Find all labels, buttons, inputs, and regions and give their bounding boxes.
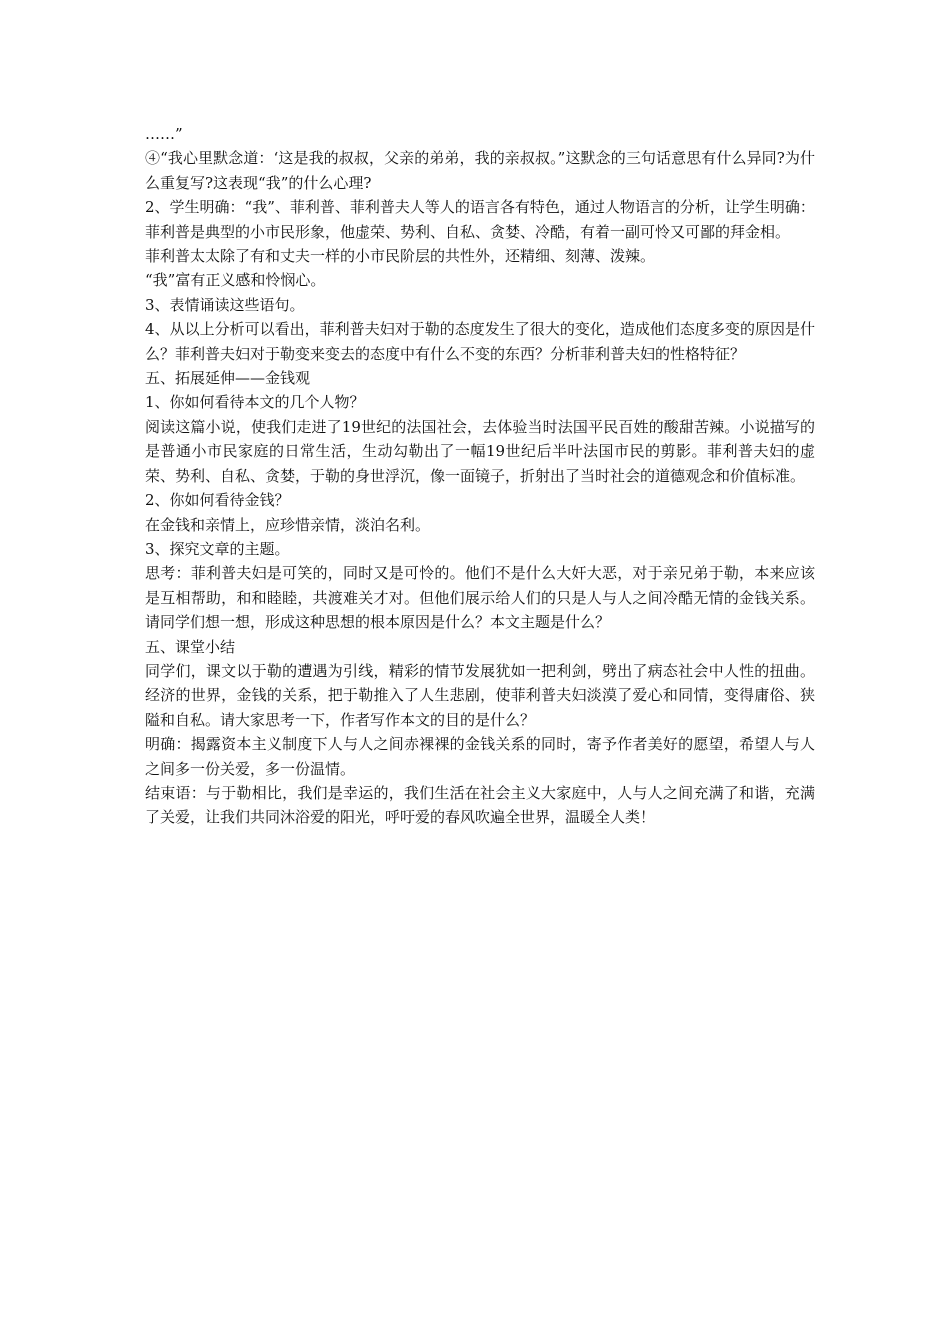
paragraph-madame-philippe: 菲利普太太除了有和丈夫一样的小市民阶层的共性外，还精细、刻薄、泼辣。 [145, 247, 656, 266]
paragraph-explore-theme: 3、探究文章的主题。 [145, 539, 290, 558]
paragraph-reflection: 思考：菲利普夫妇是可笑的，同时又是可怜的。他们不是什么大奸大恶，对于亲兄弟于勒，本来应该是互相帮助，和和睦睦，共渡难关才对。但他们展示给人们的只是人与人之间冷酷无情的金钱关系。请同学们想一想，形成这种思想的根本原因是什么？本文主题是什么？ [145, 564, 815, 632]
paragraph-class-summary: 同学们，课文以于勒的遭遇为引线，精彩的情节发展犹如一把利剑，劈出了病态社会中人性的扭曲。经济的世界，金钱的关系，把于勒推入了人生悲剧，使菲利普夫妇淡漠了爱心和同情，变得庸俗、狭隘和自私。请大家思考一下，作者写作本文的目的是什么？ [145, 661, 815, 729]
paragraph-student-clarify: 2、学生明确：“我”、菲利普、菲利普夫人等人的语言各有特色，通过人物语言的分析，让学生明确： [145, 198, 815, 217]
paragraph-conclusion: 结束语：与于勒相比，我们是幸运的，我们生活在社会主义大家庭中，人与人之间充满了和谐，充满了关爱，让我们共同沐浴爱的阳光，呼吁爱的春风吹遍全世界，温暖全人类！ [145, 783, 815, 827]
paragraph-philippe-character: 菲利普是典型的小市民形象，他虚荣、势利、自私、贪婪、冷酷，有着一副可怜又可鄙的拜金相。 [145, 222, 791, 241]
paragraph-question-money: 2、你如何看待金钱？ [145, 491, 290, 510]
paragraph-ellipsis-quote: ……” [145, 125, 183, 143]
paragraph-narrator-character: “我”富有正义感和怜悯心。 [145, 271, 326, 290]
paragraph-money-answer: 在金钱和亲情上，应珍惜亲情，淡泊名利。 [145, 515, 431, 534]
section-heading-extension: 五、拓展延伸——金钱观 [145, 369, 311, 388]
paragraph-clarification: 明确：揭露资本主义制度下人与人之间赤裸裸的金钱关系的同时，寄予作者美好的愿望，希望人与人之间多一份关爱，多一份温情。 [145, 735, 815, 778]
section-heading-summary: 五、课堂小结 [145, 637, 236, 656]
paragraph-novel-reading: 阅读这篇小说，使我们走进了19世纪的法国社会，去体验当时法国平民百姓的酸甜苦辣。小说描写的是普通小市民家庭的日常生活，生动勾勒出了一幅19世纪后半叶法国市民的剪影。菲利普夫妇的虚荣、势利、自私、贪婪，于勒的身世浮沉，像一面镜子，折射出了当时社会的道德观念和价值标准。 [145, 417, 815, 485]
document-body [145, 122, 815, 830]
paragraph-question-characters: 1、你如何看待本文的几个人物？ [145, 393, 365, 412]
paragraph-reading-aloud: 3、表情诵读这些语句。 [145, 295, 305, 314]
paragraph-question-4: ④“我心里默念道：‘这是我的叔叔，父亲的弟弟，我的亲叔叔。”这默念的三句话意思有什么异同?为什么重复写?这表现“我”的什么心理? [145, 149, 815, 192]
paragraph-attitude-analysis: 4、从以上分析可以看出，菲利普夫妇对于勒的态度发生了很大的变化，造成他们态度多变的原因是什么？菲利普夫妇对于勒变来变去的态度中有什么不变的东西？分析菲利普夫妇的性格特征？ [145, 320, 815, 363]
